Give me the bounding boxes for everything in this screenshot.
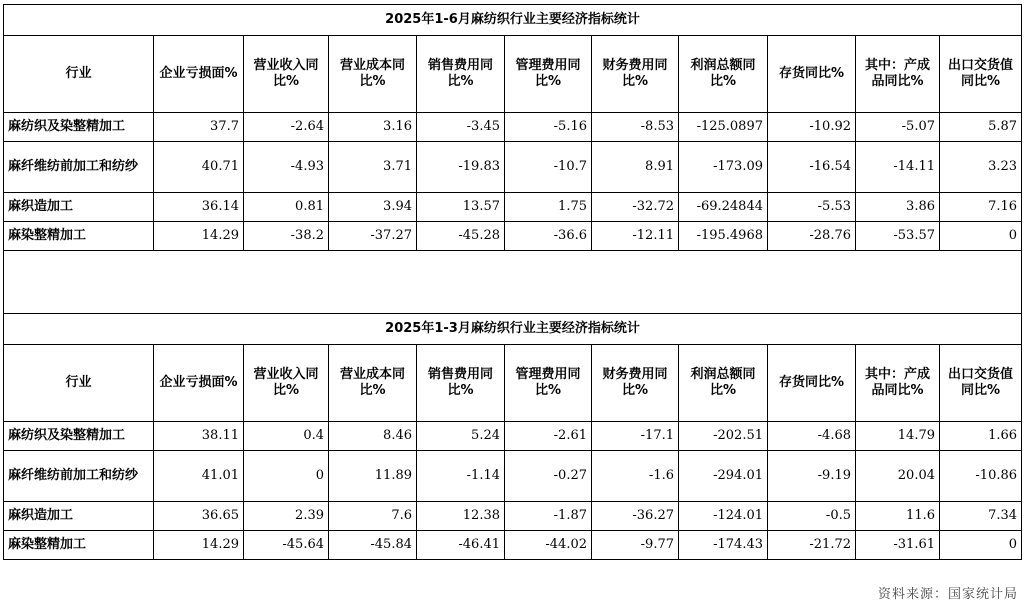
column-header: 销售费用同比% bbox=[417, 36, 505, 113]
value-cell: -125.0897 bbox=[679, 113, 768, 142]
value-cell: 14.29 bbox=[154, 222, 244, 251]
value-cell: -9.19 bbox=[768, 451, 856, 502]
value-cell: -45.28 bbox=[417, 222, 505, 251]
column-header: 营业成本同比% bbox=[329, 345, 417, 422]
value-cell: -4.93 bbox=[244, 142, 329, 193]
value-cell: -69.24844 bbox=[679, 193, 768, 222]
value-cell: 3.94 bbox=[329, 193, 417, 222]
value-cell: -195.4968 bbox=[679, 222, 768, 251]
value-cell: -45.64 bbox=[244, 531, 329, 560]
table-row bbox=[4, 193, 1022, 222]
column-header: 行业 bbox=[4, 36, 154, 113]
value-cell: 0 bbox=[940, 222, 1022, 251]
value-cell: -21.72 bbox=[768, 531, 856, 560]
value-cell: 13.57 bbox=[417, 193, 505, 222]
column-header: 财务费用同比% bbox=[592, 36, 679, 113]
value-cell: -5.07 bbox=[856, 113, 940, 142]
column-header: 其中：产成品同比% bbox=[856, 36, 940, 113]
value-cell: -173.09 bbox=[679, 142, 768, 193]
value-cell: -3.45 bbox=[417, 113, 505, 142]
column-header: 出口交货值同比% bbox=[940, 36, 1022, 113]
value-cell: 1.66 bbox=[940, 422, 1022, 451]
column-header: 管理费用同比% bbox=[505, 345, 592, 422]
value-cell: -12.11 bbox=[592, 222, 679, 251]
value-cell: -31.61 bbox=[856, 531, 940, 560]
column-header: 营业成本同比% bbox=[329, 36, 417, 113]
value-cell: 0 bbox=[244, 451, 329, 502]
industry-name-cell: 麻染整精加工 bbox=[4, 222, 154, 251]
value-cell: -0.27 bbox=[505, 451, 592, 502]
value-cell: -14.11 bbox=[856, 142, 940, 193]
value-cell: 3.16 bbox=[329, 113, 417, 142]
column-header: 管理费用同比% bbox=[505, 36, 592, 113]
value-cell: 3.23 bbox=[940, 142, 1022, 193]
column-header: 利润总额同比% bbox=[679, 345, 768, 422]
value-cell: 14.79 bbox=[856, 422, 940, 451]
statistics-table bbox=[3, 4, 1022, 560]
column-header: 利润总额同比% bbox=[679, 36, 768, 113]
value-cell: 0.81 bbox=[244, 193, 329, 222]
industry-name-cell: 麻织造加工 bbox=[4, 193, 154, 222]
value-cell: -38.2 bbox=[244, 222, 329, 251]
value-cell: 38.11 bbox=[154, 422, 244, 451]
value-cell: 12.38 bbox=[417, 502, 505, 531]
industry-name-cell: 麻纤维纺前加工和纺纱 bbox=[4, 451, 154, 502]
value-cell: 14.29 bbox=[154, 531, 244, 560]
value-cell: -53.57 bbox=[856, 222, 940, 251]
value-cell: -32.72 bbox=[592, 193, 679, 222]
value-cell: 20.04 bbox=[856, 451, 940, 502]
value-cell: -10.7 bbox=[505, 142, 592, 193]
value-cell: -0.5 bbox=[768, 502, 856, 531]
value-cell: 3.71 bbox=[329, 142, 417, 193]
industry-name-cell: 麻纤维纺前加工和纺纱 bbox=[4, 142, 154, 193]
table-header-row bbox=[4, 345, 1022, 422]
column-header: 出口交货值同比% bbox=[940, 345, 1022, 422]
value-cell: -19.83 bbox=[417, 142, 505, 193]
value-cell: -4.68 bbox=[768, 422, 856, 451]
column-header: 其中：产成品同比% bbox=[856, 345, 940, 422]
value-cell: 0.4 bbox=[244, 422, 329, 451]
value-cell: 36.65 bbox=[154, 502, 244, 531]
column-header: 行业 bbox=[4, 345, 154, 422]
value-cell: -124.01 bbox=[679, 502, 768, 531]
value-cell: -10.92 bbox=[768, 113, 856, 142]
value-cell: 40.71 bbox=[154, 142, 244, 193]
column-header: 企业亏损面% bbox=[154, 345, 244, 422]
value-cell: -9.77 bbox=[592, 531, 679, 560]
value-cell: 11.89 bbox=[329, 451, 417, 502]
statistics-table-body bbox=[4, 5, 1022, 560]
industry-name-cell: 麻纺织及染整精加工 bbox=[4, 113, 154, 142]
table-gap bbox=[4, 251, 1022, 314]
value-cell: 7.34 bbox=[940, 502, 1022, 531]
value-cell: 5.87 bbox=[940, 113, 1022, 142]
value-cell: -1.6 bbox=[592, 451, 679, 502]
value-cell: -44.02 bbox=[505, 531, 592, 560]
value-cell: -202.51 bbox=[679, 422, 768, 451]
value-cell: -2.64 bbox=[244, 113, 329, 142]
value-cell: -10.86 bbox=[940, 451, 1022, 502]
column-header: 销售费用同比% bbox=[417, 345, 505, 422]
column-header: 企业亏损面% bbox=[154, 36, 244, 113]
value-cell: 8.46 bbox=[329, 422, 417, 451]
value-cell: -36.27 bbox=[592, 502, 679, 531]
table-row bbox=[4, 222, 1022, 251]
value-cell: -1.87 bbox=[505, 502, 592, 531]
table-title-row bbox=[4, 314, 1022, 345]
industry-name-cell: 麻染整精加工 bbox=[4, 531, 154, 560]
column-header: 存货同比% bbox=[768, 345, 856, 422]
value-cell: 7.16 bbox=[940, 193, 1022, 222]
value-cell: 7.6 bbox=[329, 502, 417, 531]
table-row bbox=[4, 113, 1022, 142]
value-cell: -17.1 bbox=[592, 422, 679, 451]
value-cell: 37.7 bbox=[154, 113, 244, 142]
column-header: 营业收入同比% bbox=[244, 36, 329, 113]
column-header: 营业收入同比% bbox=[244, 345, 329, 422]
value-cell: 1.75 bbox=[505, 193, 592, 222]
value-cell: 3.86 bbox=[856, 193, 940, 222]
table-gap-cell bbox=[4, 251, 1022, 314]
table-header-row bbox=[4, 36, 1022, 113]
value-cell: 0 bbox=[940, 531, 1022, 560]
value-cell: -1.14 bbox=[417, 451, 505, 502]
value-cell: -28.76 bbox=[768, 222, 856, 251]
value-cell: 2.39 bbox=[244, 502, 329, 531]
value-cell: -8.53 bbox=[592, 113, 679, 142]
industry-name-cell: 麻织造加工 bbox=[4, 502, 154, 531]
table-row bbox=[4, 142, 1022, 193]
value-cell: -2.61 bbox=[505, 422, 592, 451]
value-cell: 8.91 bbox=[592, 142, 679, 193]
statistics-sheet bbox=[3, 4, 1021, 560]
table-row bbox=[4, 422, 1022, 451]
value-cell: -5.53 bbox=[768, 193, 856, 222]
value-cell: -46.41 bbox=[417, 531, 505, 560]
value-cell: 41.01 bbox=[154, 451, 244, 502]
column-header: 财务费用同比% bbox=[592, 345, 679, 422]
value-cell: -294.01 bbox=[679, 451, 768, 502]
value-cell: 11.6 bbox=[856, 502, 940, 531]
value-cell: -174.43 bbox=[679, 531, 768, 560]
source-note: 资料来源：国家统计局 bbox=[877, 587, 1018, 602]
value-cell: -5.16 bbox=[505, 113, 592, 142]
industry-name-cell: 麻纺织及染整精加工 bbox=[4, 422, 154, 451]
value-cell: -37.27 bbox=[329, 222, 417, 251]
value-cell: -45.84 bbox=[329, 531, 417, 560]
column-header: 存货同比% bbox=[768, 36, 856, 113]
table-row bbox=[4, 502, 1022, 531]
table-title-row bbox=[4, 5, 1022, 36]
table-row bbox=[4, 531, 1022, 560]
value-cell: 5.24 bbox=[417, 422, 505, 451]
table-title: 2025年1-3月麻纺织行业主要经济指标统计 bbox=[4, 314, 1022, 345]
table-row bbox=[4, 451, 1022, 502]
table-title: 2025年1-6月麻纺织行业主要经济指标统计 bbox=[4, 5, 1022, 36]
value-cell: -16.54 bbox=[768, 142, 856, 193]
value-cell: -36.6 bbox=[505, 222, 592, 251]
value-cell: 36.14 bbox=[154, 193, 244, 222]
